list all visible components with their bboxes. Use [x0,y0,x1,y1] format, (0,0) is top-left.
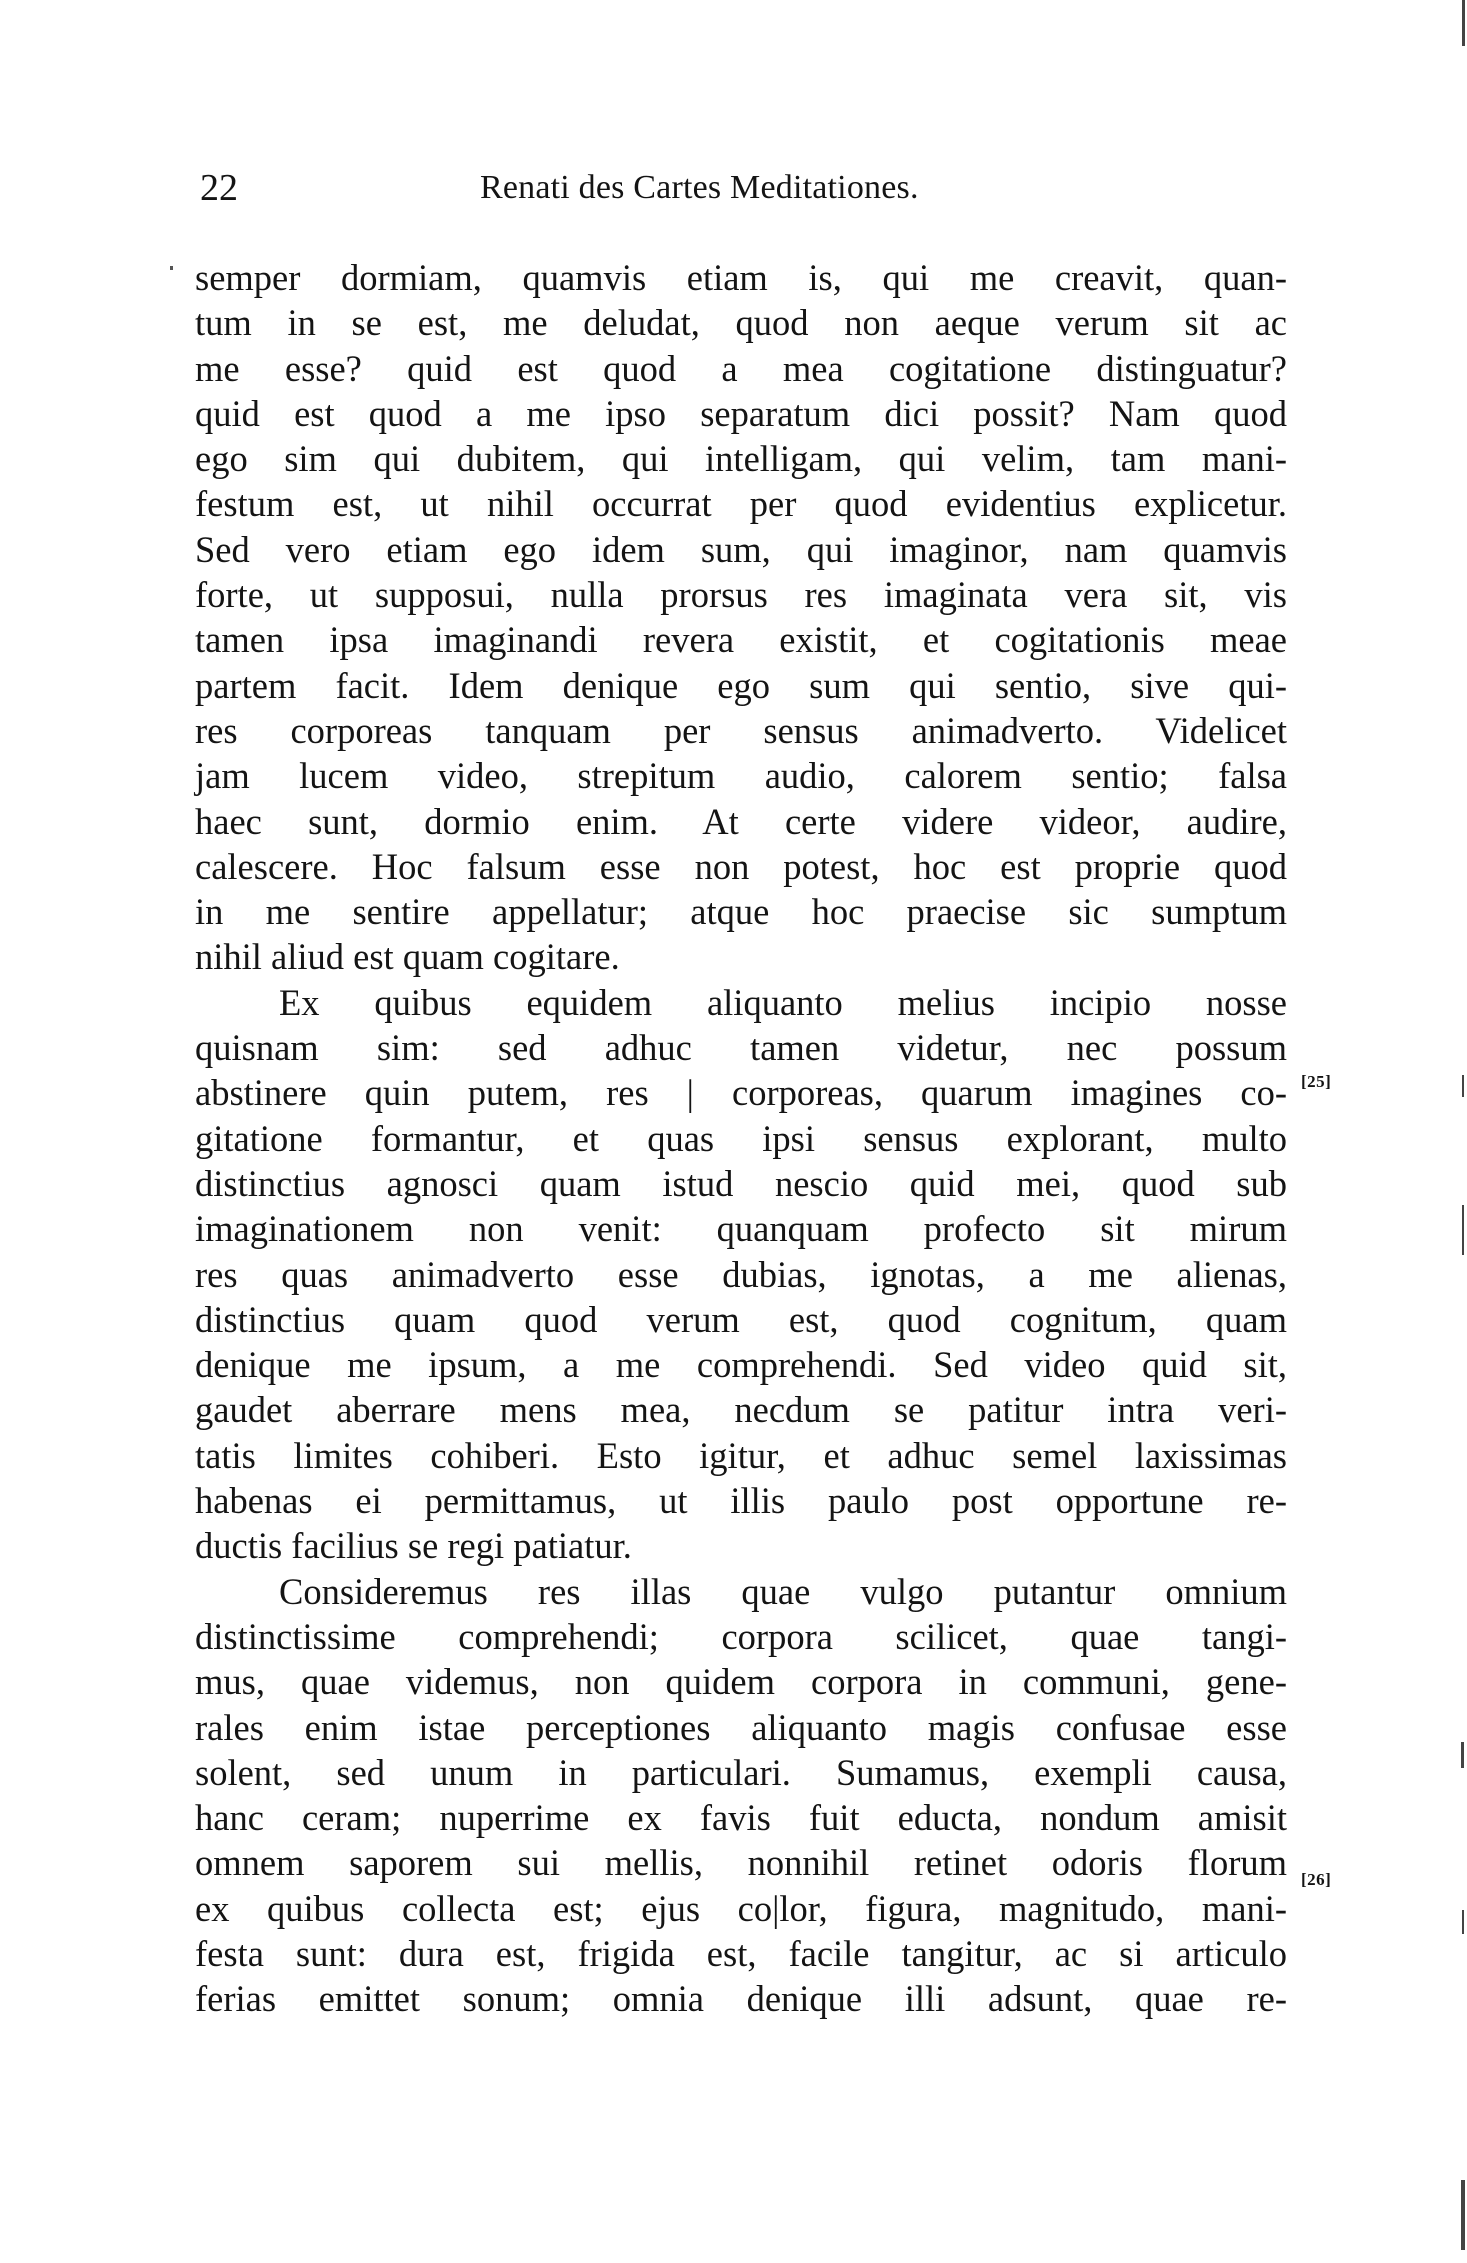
text-line: res quas animadverto esse dubias, ignotas, a me alienas, [195,1253,1287,1295]
text-line: hanc ceram; nuperrime ex favis fuit educta, nondum amisit [195,1797,1287,1839]
body-text [195,255,1287,2022]
scan-edge-mark [1461,2180,1465,2250]
text-line: ductis facilius se regi patiatur. [195,1525,632,1567]
scan-edge-mark [1462,0,1465,46]
text-line: distinctissime comprehendi; corpora scilicet, quae tangi- [195,1615,1287,1657]
text-line: tum in se est, me deludat, quod non aeque verum sit ac [195,302,1287,344]
text-line: jam lucem video, strepitum audio, calorem sentio; falsa [195,755,1287,797]
scan-edge-mark [1462,1075,1464,1097]
text-line: ex quibus collecta est; ejus co|lor, figura, magnitudo, mani- [195,1887,1287,1929]
text-line: Consideremus res illas quae vulgo putantur omnium [279,1570,1287,1612]
margin-tick-mark [170,266,173,270]
margin-page-reference: [26] [1301,1870,1332,1889]
text-line: Ex quibus equidem aliquanto melius incipio nosse [279,981,1287,1023]
text-line: rales enim istae perceptiones aliquanto magis confusae esse [195,1706,1287,1748]
text-line: quisnam sim: sed adhuc tamen videtur, nec possum [195,1027,1287,1069]
text-line: calescere. Hoc falsum esse non potest, hoc est proprie quod [195,845,1287,887]
scan-edge-mark [1462,1910,1464,1934]
text-line: semper dormiam, quamvis etiam is, qui me creavit, quan- [195,257,1287,298]
text-line: ego sim qui dubitem, qui intelligam, qui velim, tam mani- [195,438,1287,480]
text-line: abstinere quin putem, res | corporeas, quarum imagines co- [195,1072,1287,1114]
text-line: partem facit. Idem denique ego sum qui sentio, sive qui- [195,664,1287,706]
page-number: 22 [200,167,238,209]
text-line: in me sentire appellatur; atque hoc praecise sic sumptum [195,891,1287,933]
text-line: gaudet aberrare mens mea, necdum se patitur intra veri- [195,1389,1287,1431]
text-line: Sed vero etiam ego idem sum, qui imaginor, nam quamvis [195,528,1287,570]
text-line: res corporeas tanquam per sensus animadverto. Videlicet [195,709,1287,751]
text-line: mus, quae videmus, non quidem corpora in communi, gene- [195,1661,1287,1703]
text-line: distinctius quam quod verum est, quod cognitum, quam [195,1298,1287,1340]
text-line: ferias emittet sonum; omnia denique illi adsunt, quae re- [195,1978,1287,2020]
text-line: omnem saporem sui mellis, nonnihil retinet odoris florum [195,1842,1287,1884]
scan-edge-mark [1461,1742,1464,1768]
text-line: forte, ut supposui, nulla prorsus res imaginata vera sit, vis [195,574,1287,616]
text-line: habenas ei permittamus, ut illis paulo post opportune re- [195,1480,1287,1522]
margin-page-reference: [25] [1301,1072,1332,1091]
text-line: festa sunt: dura est, frigida est, facile tangitur, ac si articulo [195,1932,1287,1974]
text-line: imaginationem non venit: quanquam profecto sit mirum [195,1208,1287,1250]
scan-edge-mark [1462,1205,1464,1255]
text-line: me esse? quid est quod a mea cogitatione distinguatur? [195,347,1287,389]
text-line: nihil aliud est quam cogitare. [195,936,620,978]
text-line: denique me ipsum, a me comprehendi. Sed video quid sit, [195,1344,1287,1386]
text-line: gitatione formantur, et quas ipsi sensus explorant, multo [195,1117,1287,1159]
text-line: festum est, ut nihil occurrat per quod evidentius explicetur. [195,483,1287,525]
text-line: haec sunt, dormio enim. At certe videre videor, audire, [195,800,1287,842]
text-line: quid est quod a me ipso separatum dici possit? Nam quod [195,392,1287,434]
text-line: distinctius agnosci quam istud nescio quid mei, quod sub [195,1162,1287,1204]
text-line: solent, sed unum in particulari. Sumamus, exempli causa, [195,1751,1287,1793]
text-line: tatis limites cohiberi. Esto igitur, et adhuc semel laxissimas [195,1434,1287,1476]
text-line: tamen ipsa imaginandi revera existit, et cogitationis meae [195,619,1287,661]
running-title: Renati des Cartes Meditationes. [480,169,919,206]
